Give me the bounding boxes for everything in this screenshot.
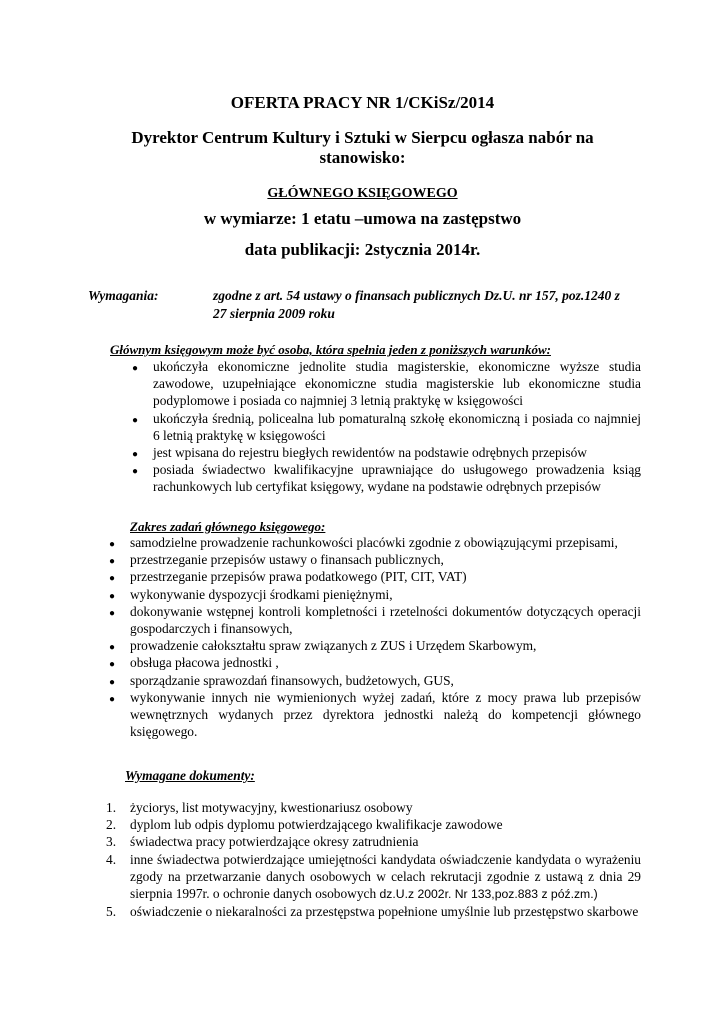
duty-item [109,534,641,551]
duty-item-text: przestrzeganie przepisów ustawy o finansach publicznych, [130,552,444,568]
duties-heading: Zakres zadań głównego księgowego: [130,519,326,534]
document-number: 1. [106,800,117,815]
bullet-icon: ● [109,607,116,619]
publication-date: data publikacji: 2stycznia 2014r. [244,240,481,259]
condition-item [132,444,641,461]
requirements-text: zgodne z art. 54 ustawy o finansach publicznych Dz.U. nr 157, poz.1240 z 27 sierpnia 2009 roku [213,288,620,321]
bullet-icon: ● [109,659,116,671]
bullet-icon: ● [109,693,116,705]
requirements-label: Wymagania: [88,288,159,303]
bullet-icon: ● [109,590,116,602]
duty-item-text: prowadzenie całokształtu spraw związanych z ZUS i Urzędem Skarbowym, [130,638,537,654]
condition-item-text: posiada świadectwo kwalifikacyjne uprawniające do usługowego prowadzenia ksiąg rachunkowych lub certyfikat księgowy, wydane na podstawie odrębnych przepisów [153,462,641,495]
document-number: 2. [106,817,117,833]
duty-item-text: samodzielne prowadzenie rachunkowości placówki zgodnie z obowiązującymi przepisami, [130,535,618,550]
bullet-icon: ● [109,539,116,550]
duty-item-text: sporządzanie sprawozdań finansowych, budżetowych, GUS, [130,672,454,688]
document-text: dyplom lub odpis dyplomu potwierdzającego kwalifikacje zawodowe [130,817,503,833]
duty-item-text: obsługa płacowa jednostki , [130,655,279,671]
condition-item [132,358,641,410]
document-number: 3. [106,834,117,850]
document-text: inne świadectwa potwierdzające umiejętności kandydata oświadczenie kandydata o wyrażeniu zgody na przetwarzanie danych osobowych w celach rekrutacji zgodnie z ustawą z dnia 29 sierpnia 1997r. o ochronie danych osobowych [130,851,641,902]
duty-item [109,568,641,585]
document-text: świadectwa pracy potwierdzające okresy zatrudnienia [130,834,419,850]
condition-item [132,410,641,444]
condition-item-text: ukończyła ekonomiczne jednolite studia magisterskie, ekonomiczne wyższe studia zawodowe, uzupełniające ekonomiczne studia magisterskie lub ekonomiczne studia podyplomowe i posiada co najmniej 3 letnią praktykę w księgowości [153,359,641,409]
document-text: życiorys, list motywacyjny, kwestionariusz osobowy [130,800,413,815]
document-number: 5. [106,904,117,920]
document-number: 4. [106,851,117,867]
duty-item [109,637,641,654]
employment-scope: w wymiarze: 1 etatu –umowa na zastępstwo [203,209,522,228]
document-legal-reference: dz.U.z 2002r. Nr 133,poz.883 z póź.zm.) [379,887,598,902]
bullet-icon: ● [132,363,139,374]
conditions-heading: Głównym księgowym może być osoba, która spełnia jeden z poniższych warunków: [110,342,551,357]
bullet-icon: ● [109,642,116,654]
duty-item-text: dokonywanie wstępnej kontroli kompletności i rzetelności dokumentów dotyczących operacji gospodarczych i finansowych, [130,603,641,637]
offer-title: OFERTA PRACY NR 1/CKiSz/2014 [230,93,495,112]
duty-item [109,689,641,741]
duty-item [109,672,641,689]
duty-item [109,586,641,603]
conditions-list [132,358,641,496]
duties-list [109,534,641,740]
bullet-icon: ● [132,466,139,478]
announcement-line-2: stanowisko: [319,148,406,167]
bullet-icon: ● [132,414,139,426]
document-item [106,851,641,904]
documents-heading: Wymagane dokumenty: [125,768,255,783]
bullet-icon: ● [132,449,139,461]
duty-item [109,654,641,671]
condition-item [132,461,641,495]
bullet-icon: ● [109,573,116,585]
condition-item-text: ukończyła średnią, policealna lub pomaturalną szkołę ekonomiczną i posiada co najmniej 6 letnią praktykę w księgowości [153,410,641,443]
duty-item [109,551,641,568]
position-name: GŁÓWNEGO KSIĘGOWEGO [267,186,458,201]
duty-item-text: wykonywanie dyspozycji środkami pieniężnymi, [130,586,393,602]
announcement-heading [0,128,725,168]
documents-list [106,799,641,920]
document-item [106,816,641,833]
document-text: oświadczenie o niekaralności za przestępstwa popełnione umyślnie lub przestępstwo skarbowe [130,904,639,920]
bullet-icon: ● [109,676,116,688]
duty-item-text: wykonywanie innych nie wymienionych wyżej zadań, które z mocy prawa lub przepisów wewnętrznych wydanych przez dyrektora jednostki należą do kompetencji głównego księgowego. [130,689,641,740]
bullet-icon: ● [109,556,116,568]
duty-item-text: przestrzeganie przepisów prawa podatkowego (PIT, CIT, VAT) [130,569,467,585]
announcement-line-1: Dyrektor Centrum Kultury i Sztuki w Sierpcu ogłasza nabór na [131,128,594,147]
document-item [106,833,641,850]
document-item [106,799,641,816]
document-item [106,903,641,920]
duty-item [109,603,641,637]
condition-item-text: jest wpisana do rejestru biegłych rewidentów na podstawie odrębnych przepisów [153,445,587,461]
